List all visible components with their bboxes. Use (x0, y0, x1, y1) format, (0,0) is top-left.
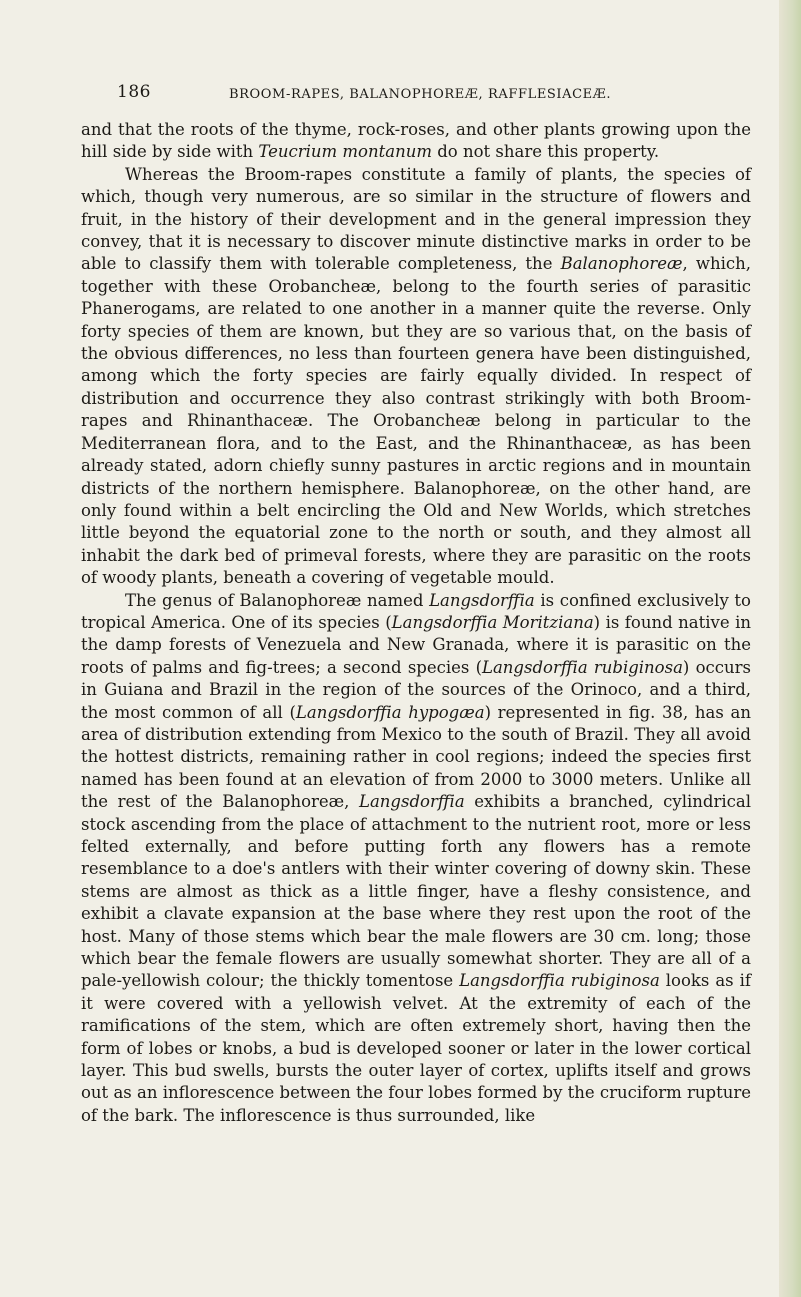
genus-name: Langsdorffia (359, 792, 465, 812)
page-edge (779, 0, 801, 1297)
species-name: Langsdorffia rubiginosa (459, 971, 660, 991)
genus-name: Langsdorffia (429, 590, 535, 610)
paragraph-1 (81, 119, 751, 164)
running-head: BROOM-RAPES, BALANOPHOREÆ, RAFFLESIACEÆ. (229, 87, 612, 102)
text-segment: ) is found native in the damp forests of Venezuela and New Granada, where it is parasitic on the roots of palms and fig-trees; a second species ( (81, 612, 751, 677)
text-segment: do not share this property. (432, 142, 660, 162)
page-number: 186 (117, 82, 151, 102)
text-segment: and that the roots of the thyme, rock-roses, and other plants growing upon the hill side by side with (81, 120, 751, 162)
paragraph-2 (81, 164, 751, 590)
text-segment: ) represented in fig. 38, has an area of distribution extending from Mexico to the south of Brazil. They all avoid the hottest districts, remaining rather in cool regions; indeed the species first named has been found at an elevation of from 2000 to 3000 meters. Unlike all the rest of the Balanophoreæ, (81, 702, 751, 812)
species-name: Teucrium montanum (258, 142, 432, 162)
species-name: Langsdorffia Moritziana (391, 612, 594, 632)
species-name: Langsdorffia hypogæa (295, 702, 485, 722)
text-segment: The genus of Balanophoreæ named (125, 590, 430, 610)
text-segment: , which, together with these Orobancheæ, belong to the fourth series of parasitic Phanerogams, are related to one another in a manner quite the reverse. Only forty species of them are known, but they are so various that, on the basis of the obvious differences, no less than fourteen genera have been distinguished, among which the forty species are fairly equally divided. In respect of distribution and occurrence they also contrast strikingly with both Broom-rapes and Rhinanthaceæ. The Orobancheæ belong in particular to the Mediterranean flora, and to the East, and the Rhinanthaceæ, as has been already stated, adorn chiefly sunny pastures in arctic regions and in mountain districts of the northern hemisphere. Balanophoreæ, on the other hand, are only found within a belt encircling the Old and New Worlds, which stretches little beyond the equatorial zone to the north or south, and they almost all inhabit the dark bed of primeval forests, where they are parasitic on the roots of woody plants, beneath a covering of vegetable mould. (81, 254, 751, 588)
text-segment: is confined exclusively to tropical America. One of its species ( (81, 590, 751, 632)
family-name: Balanophoreæ (560, 254, 683, 274)
species-name: Langsdorffia rubiginosa (482, 657, 683, 677)
body-text (81, 119, 751, 1127)
text-segment: Whereas the Broom-rapes constitute a family of plants, the species of which, though very numerous, are so similar in the structure of flowers and fruit, in the history of their development and in the general impression they convey, that it is necessary to discover minute distinctive marks in order to be able to classify them with tolerable completeness, the (81, 164, 751, 274)
text-segment: looks as if it were covered with a yellowish velvet. At the extremity of each of the ramifications of the stem, which are often extremely short, having then the form of lobes or knobs, a bud is developed sooner or later in the lower cortical layer. This bud swells, bursts the outer layer of cortex, uplifts itself and grows out as an inflorescence between the four lobes formed by the cruciform rupture of the bark. The inflorescence is thus surrounded, like (81, 971, 751, 1125)
text-segment: exhibits a branched, cylindrical stock ascending from the place of attachment to the nutrient root, more or less felted externally, and before putting forth any flowers has a remote resemblance to a doe's antlers with their winter covering of downy skin. These stems are almost as thick as a little finger, have a fleshy consistence, and exhibit a clavate expansion at the base where they rest upon the root of the host. Many of those stems which bear the male flowers are 30 cm. long; those which bear the female flowers are usually somewhat shorter. They are all of a pale-yellowish colour; the thickly tomentose (81, 792, 751, 991)
text-segment: ) occurs in Guiana and Brazil in the region of the sources of the Orinoco, and a third, the most common of all ( (81, 657, 751, 722)
paragraph-3 (81, 590, 751, 1128)
